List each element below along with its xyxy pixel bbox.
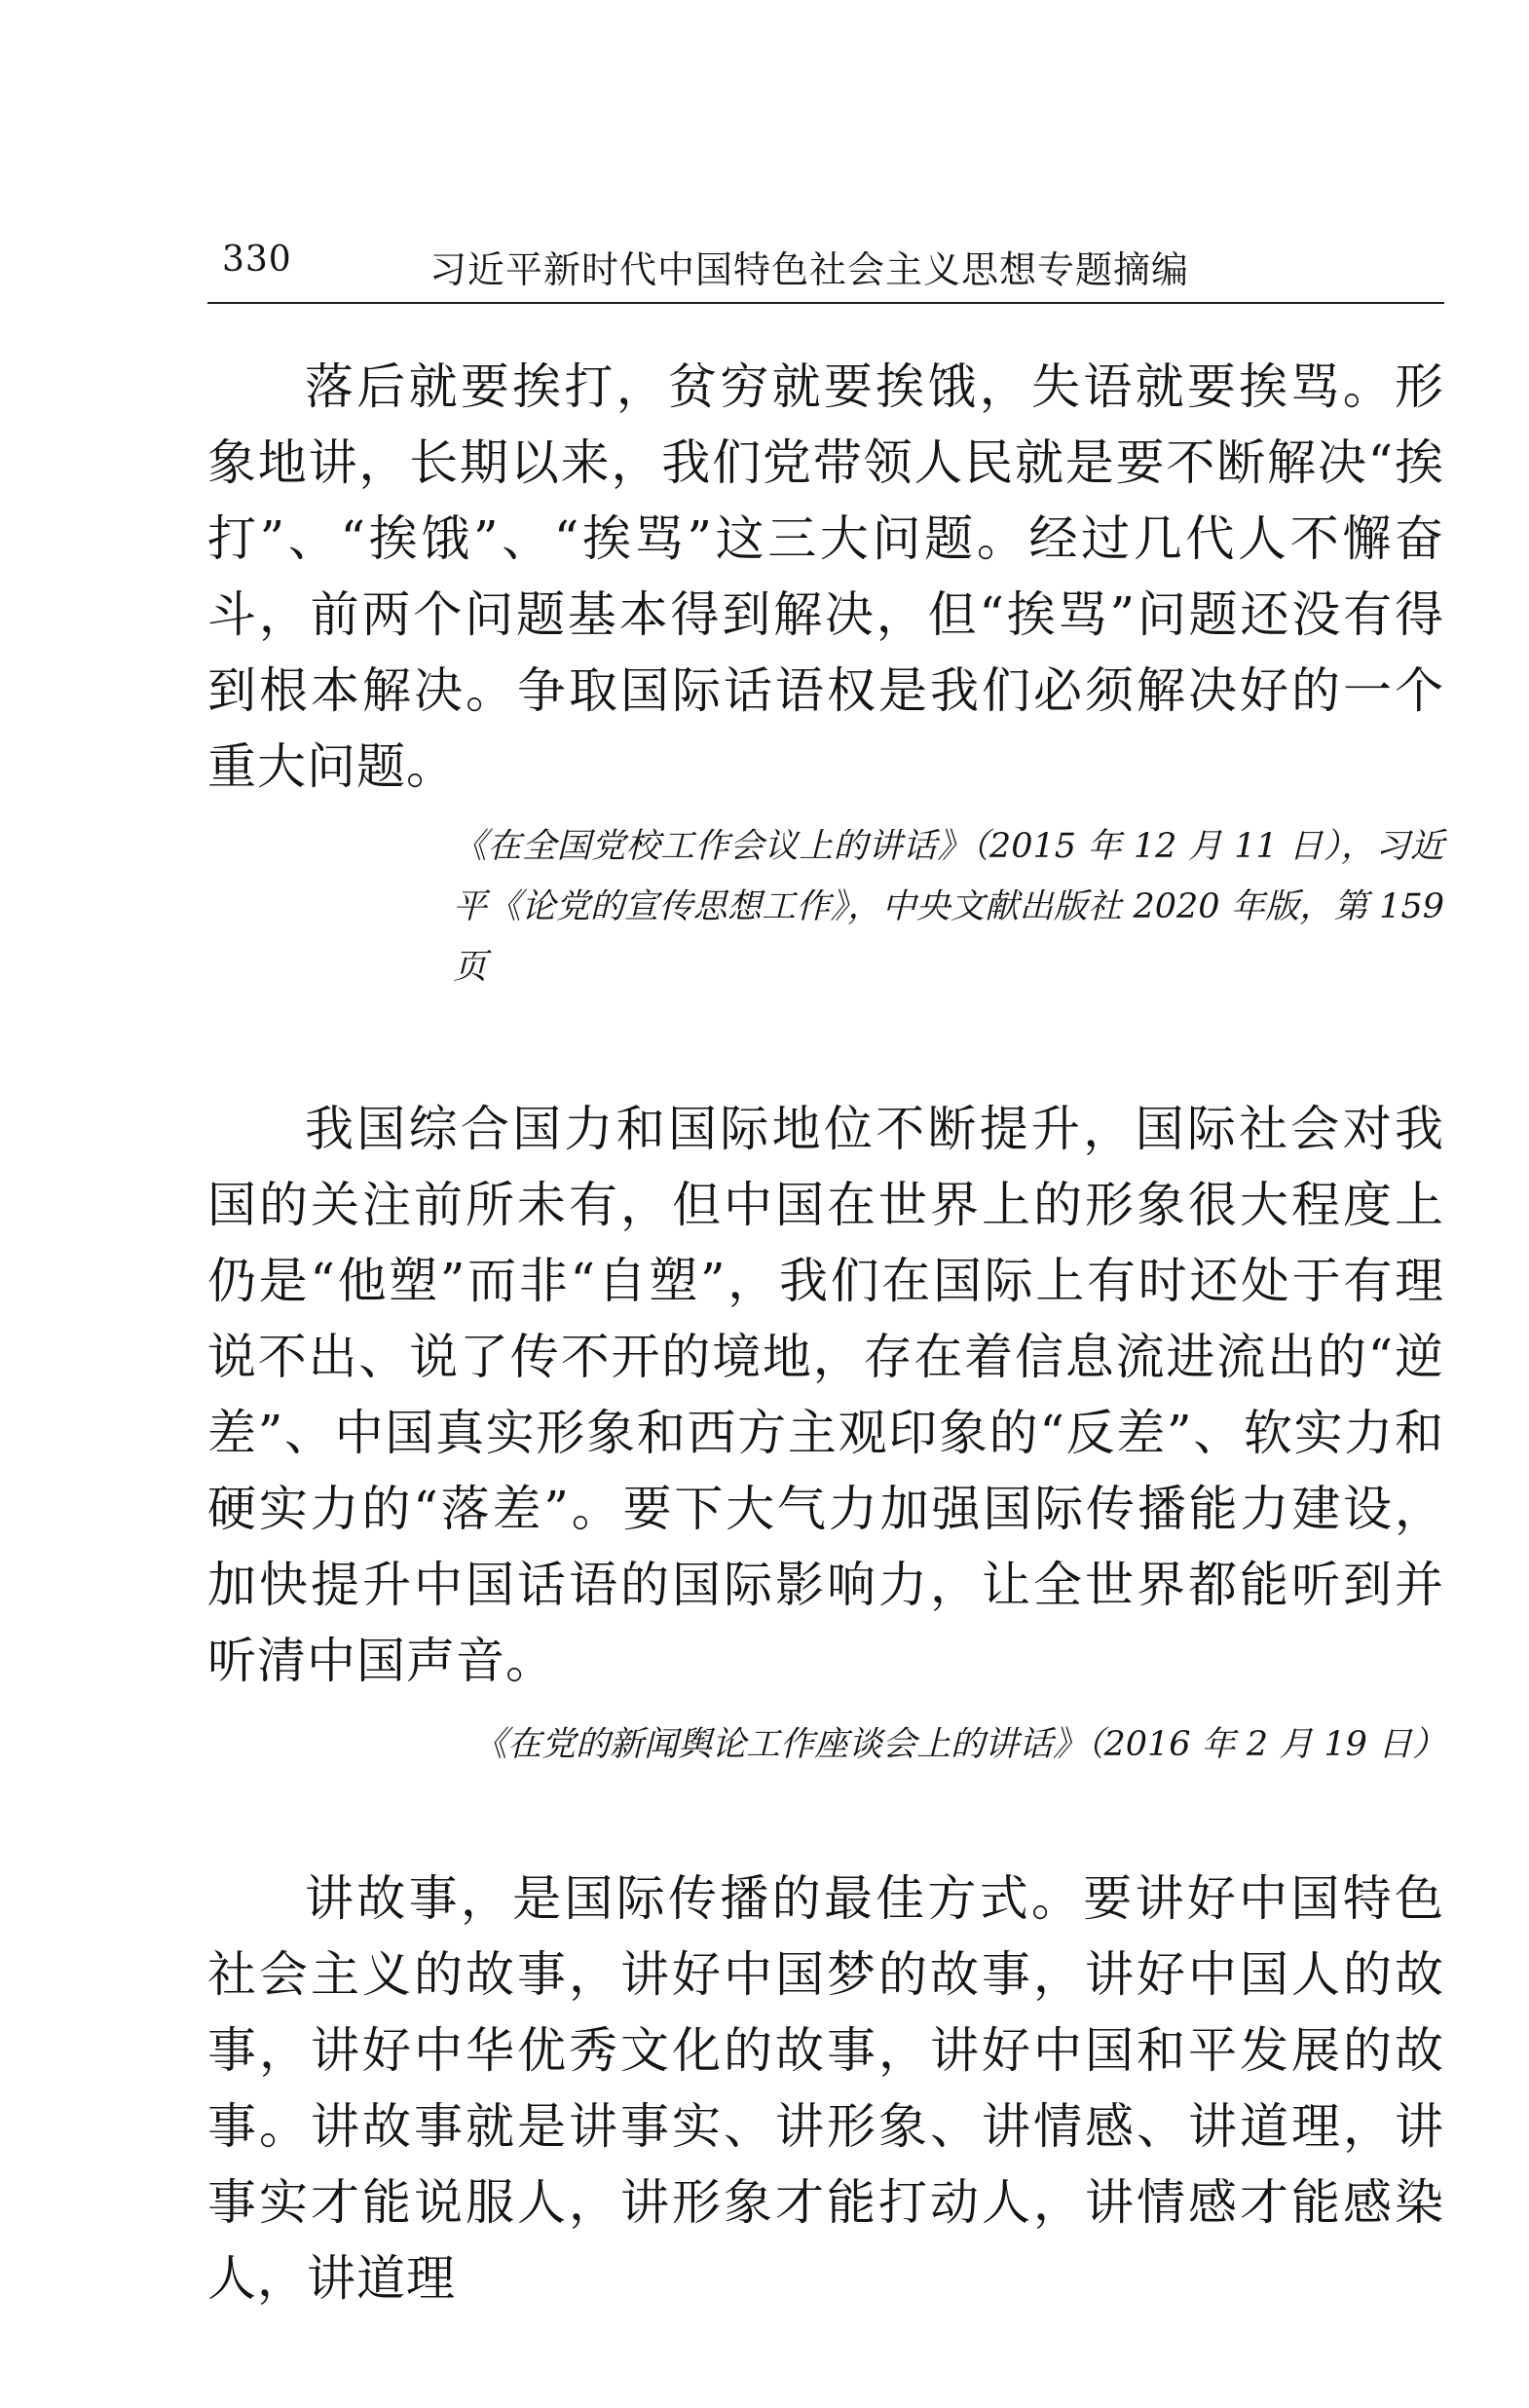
page-number: 330	[222, 240, 292, 280]
paragraph-3: 讲故事，是国际传播的最佳方式。要讲好中国特色社会主义的故事，讲好中国梦的故事，讲好中国人的故事，讲好中华优秀文化的故事，讲好中国和平发展的故事。讲故事就是讲事实、讲形象、讲情感、讲道理，讲事实才能说服人，讲形象才能打动人，讲情感才能感染人，讲道理	[207, 1870, 1444, 2307]
paragraph-1: 落后就要挨打，贫穷就要挨饿，失语就要挨骂。形象地讲，长期以来，我们党带领人民就是要不断解决“挨打”、“挨饿”、“挨骂”这三大问题。经过几代人不懈奋斗，前两个问题基本得到解决，但“挨骂”问题还没有得到根本解决。争取国际话语权是我们必须解决好的一个重大问题。	[207, 358, 1444, 795]
citation-2: 《在党的新闻舆论工作座谈会上的讲话》（2016 年 2 月 19 日）	[472, 1725, 1446, 1764]
paragraph-2: 我国综合国力和国际地位不断提升，国际社会对我国的关注前所未有，但中国在世界上的形象很大程度上仍是“他塑”而非“自塑”，我们在国际上有时还处于有理说不出、说了传不开的境地，存在着信息流进流出的“逆差”、中国真实形象和西方主观印象的“反差”、软实力和硬实力的“落差”。要下大气力加强国际传播能力建设，加快提升中国话语的国际影响力，让全世界都能听到并听清中国声音。	[207, 1101, 1444, 1689]
page-header	[207, 232, 1444, 300]
citation-1: 《在全国党校工作会议上的讲话》（2015 年 12 月 11 日），习近平《论党的宣传思想工作》，中央文献出版社 2020 年版，第 159 页	[453, 827, 1444, 987]
running-title: 习近平新时代中国特色社会主义思想专题摘编	[429, 248, 1190, 291]
header-rule	[207, 302, 1444, 304]
